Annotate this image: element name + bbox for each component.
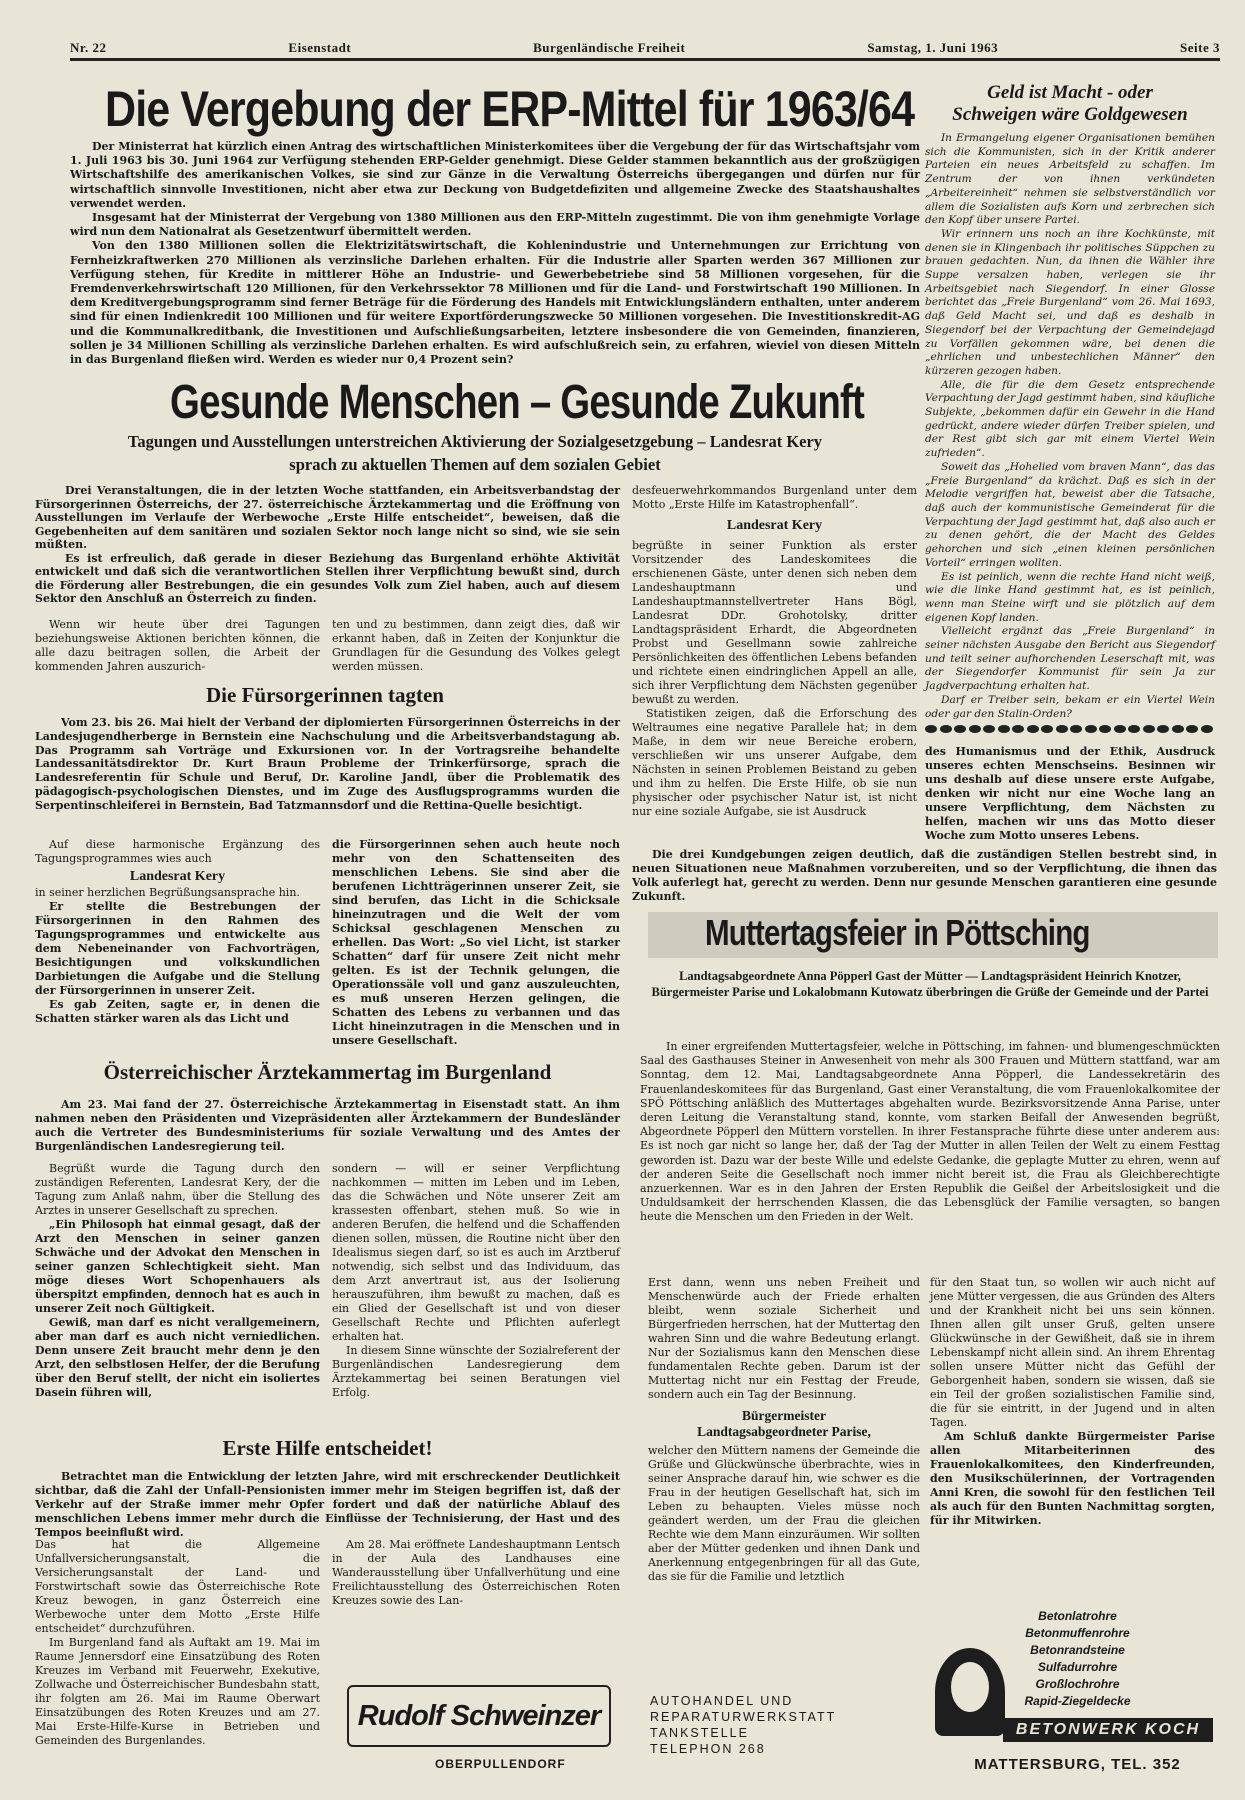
mutter-text: welcher den Müttern namens der Gemeinde die Grüße und Glückwünsche überbrachte, wies in seiner Ansprache darauf hin, wie schwer es die Frau in der heutigen Gesellschaft hat, sich im Leben zu behaupten. Vieles müsse noch geändert werden, um der Frau die gleichen Rechte wie dem Mann einzuräumen. Wir sollten aber der Mütter gedenken und ihnen Dank und Anerkennung entgegenbringen für all das Gute, das sie für die Familie und letztlich (648, 1444, 920, 1583)
header-place: Eisenstadt (288, 40, 352, 55)
hilfe-headline: Erste Hilfe entscheidet! (222, 1436, 433, 1460)
header-paper: Burgenländische Freiheit (533, 40, 686, 55)
gesund-lead-paragraph: Es ist erfreulich, daß gerade in dieser Beziehung das Burgenland erhöhte Aktivität entwickelt und daß sich die verantwortlichen Stellen ihrer Verpflichtung bewußt sind, durch die Förderung aller Bestrebungen, die ein gesundes Volk zum Ziel haben, auch auf diesem Sektor den Anschluß an Österreich zu finden. (35, 551, 620, 605)
gesund-text: desfeuerwehrkommandos Burgenland unter dem Motto „Erste Hilfe im Katastrophenfall“. (632, 484, 917, 511)
erp-headline: Die Vergebung der ERP-Mittel für 1963/64 (105, 81, 915, 137)
header-date: Samstag, 1. Juni 1963 (867, 40, 999, 55)
hilfe-text: Im Burgenland fand als Auftakt am 19. Mai im Raume Jennersdorf eine Einsatzübung des Roten Kreuzes im Verband mit Feuerwehr, Exekutive, Zollwache und Österreichischer Bundesbahn statt, ihr folgten am 26. Mai im Raume Oberwart Einsatzübungen des Roten Kreuzes und am 27. Mai Erste-Hilfe-Kurse in Betrieben und Gemeinden des Burgenlandes. (35, 1636, 320, 1747)
gesund-text: ten und zu bestimmen, dann zeigt dies, daß wir erkannt haben, daß in Zeiten der Konjunktur die Grundlagen für die Gesundung des Volkes gelegt werden müssen. (332, 618, 620, 673)
kery-subheading: Landesrat Kery (726, 518, 823, 533)
fuersorge-text: in seiner herzlichen Begrüßungsansprache hin. (35, 886, 300, 899)
fuersorge-text: die Fürsorgerinnen sehen auch heute noch mehr von den Schattenseiten des menschlichen Lebens. Sie sind aber die berufenen Lichtträgerinnen unserer Zeit, sie sind berufen, das Licht in die Schicksale hineinzutragen und die Welt der vom Schicksal geschlagenen Menschen zu erhellen. Das Wort: „So viel Licht, ist starker Schatten“ darf für unsere Zeit nicht mehr gelten. Es ist der Technik gelungen, die Operationssäle voll und ganz auszuleuchten, es muß unseren Herzen gelingen, die Schatten des Lebens zu verbannen und das Licht hineinzutragen in die Menschen und in unsere Gesellschaft. (332, 838, 620, 1047)
ad-rudolf-line: TELEPHON 268 (650, 1742, 766, 1756)
pipe-logo-icon (935, 1648, 1005, 1736)
gesund-headline: Gesunde Menschen – Gesunde Zukunft (170, 376, 864, 429)
mutter-col-b (930, 1276, 1215, 1528)
hilfe-text: Betrachtet man die Entwicklung der letzten Jahre, wird mit erschreckender Deutlichkeit sichtbar, daß die Zahl der Unfall-Pensionisten immer mehr im Steigen begriffen ist, daß der Verkehr auf der Straße immer mehr Opfer fordert und daß der natürliche Ablauf des menschlichen Lebens immer mehr durch die Einflüsse der Technisierung, der Hast und des Tempos beeinflußt wird. (35, 1470, 620, 1539)
ad-koch-brand: BETONWERK KOCH (1003, 1718, 1213, 1742)
ad-koch-item: Sulfadurrohre (1037, 1660, 1118, 1674)
mutter-text: In einer ergreifenden Muttertagsfeier, welche in Pöttsching, im fahnen- und blumengeschmückten Saal des Gasthauses Steiner in Anwesenheit von mehr als 300 Frauen und Müttern stattfand, war am Sonntag, dem 12. Mai, Landtagsabgeordnete Anna Pöpperl, die Landessekretärin des Frauenlandeskomitees für das Burgenland, Gast einer Veranstaltung, die vom Frauenlokalkomitee der SPÖ Pöttsching anläßlich des Muttertages abgehalten wurde. Bezirksvorsitzende Anna Parise, unter deren Leitung die Veranstaltung stand, konnte, vom starken Beifall der Anwesenden begrüßt, Abgeordnete Pöpperl den Müttern vorstellen. In ihrer Festansprache führte diese unter anderem aus: Es ist noch gar nicht so lange her, daß der Tag der Mutter in allen Teilen der Welt zu einem Festtag geworden ist. Dazu war der beste Wille und edelste Gedanke, die geplagte Mutter zu ehren, wenn auf der anderen Seite die Gesellschaft noch immer nicht bereit ist, die Frau als Gleichberechtigte anzuerkennen. War es in den Jahren der Ersten Republik die Geißel der Arbeitslosigkeit und die Unduldsamkeit der herrschenden Klassen, die das Lebensglück der Familie versagten, so bangen heute die Menschen um den Frieden in der Welt. (640, 1040, 1220, 1224)
erp-paragraph: Von den 1380 Millionen sollen die Elektrizitätswirtschaft, die Kohlenindustrie und Unternehmungen zur Errichtung von Fernheizkraftwerken 270 Millionen als verzinsliche Darlehen erhalten. Für die Industrie aller Sparten werden 367 Millionen zur Verfügung stehen, für Kredite in mittlerer Höhe an Industrie- und Gewerbebetriebe sind 58 Millionen vorgesehen, für die Fremdenverkehrswirtschaft 120 Millionen, für den Verkehrssektor 78 Millionen und für die Land- und Forstwirtschaft 190 Millionen. In dem Kreditvergebungsprogramm sind ferner Beträge für die Förderung des Handels mit Entwicklungsländern enthalten, unter anderem sind für einen Indienkredit 100 Millionen und für weitere Exportförderungszwecke 50 Millionen vorgesehen. Die Investitionskredit-AG und die Kommunalkreditbank, die Investitionen und Aufschließungsarbeiten, letztere insbesondere die von Gemeinden, finanzieren, sollen je 34 Millionen Schilling als verzinsliche Darlehen erhalten. Es wird aufschlußreich sein, zu erfahren, wieviel von diesen Mitteln in das Burgenland fließen wird. Werden es wieder nur 0,4 Prozent sein? (70, 239, 920, 367)
ad-koch-item: Betonrandsteine (1030, 1643, 1125, 1657)
gesund-subtitle-1: Tagungen und Ausstellungen unterstreichen Aktivierung der Sozialgesetzgebung – Landesrat Kery (127, 432, 823, 451)
issue-number: Nr. 22 (70, 40, 107, 55)
gesund-text: des Humanismus und der Ethik, Ausdruck unseres echten Menschseins. Besinnen wir uns deshalb auf diese unsere erste Aufgabe, denken wir nicht nur eine Woche lang an unsere Verpflichtung, dem Nächsten zu helfen, machen wir uns das Motto dieser Woche zum Motto unseres Lebens. (925, 745, 1215, 842)
hilfe-lead (35, 1470, 620, 1540)
gesund-text: Wenn wir heute über drei Tagungen beziehungsweise Aktionen berichten können, die alle dazu beitragen sollen, die Arbeit der kommenden Jahren auszurich- (35, 618, 320, 673)
gesund-text: Die drei Kundgebungen zeigen deutlich, daß die zuständigen Stellen bestrebt sind, in neuen Situationen neue Maßnahmen vorzubereiten, und so der Verpflichtung, die ihnen das Volk auferlegt hat, gerecht zu werden. Denn nur gesunde Menschen garantieren eine gesunde Zukunft. (632, 848, 1217, 903)
gesund-continuation (925, 745, 1215, 843)
fuersorge-col-b (332, 838, 620, 1048)
ad-rudolf-schweinzer (335, 1675, 910, 1785)
hilfe-text: Am 28. Mai eröffnete Landeshauptmann Lentsch in der Aula des Landhauses eine Wanderausstellung über Unfallverhütung und eine Freilichtausstellung des Österreichischen Roten Kreuzes sowie des Lan- (332, 1538, 620, 1607)
ad-koch-item: Betonlatrohre (1038, 1609, 1117, 1623)
mutter-text: Erst dann, wenn uns neben Freiheit und Menschenwürde auch der Friede erhalten bleibt, wenn soziale Sicherheit und Bürgerfrieden herrschen, hat der Muttertag den wahren Sinn und die wahre Bedeutung erlangt. Nur der Sozialismus kann den Menschen diese fundamentalen Rechte geben. Darum ist der Muttertag nicht nur ein Festtag der Freude, sondern auch ein Tag der Besinnung. (648, 1276, 920, 1401)
ad-rudolf-line: TANKSTELLE (650, 1726, 749, 1740)
geld-paragraph: In Ermangelung eigener Organisationen bemühen sich die Kommunisten, sich in der Kritik anderer Parteien ein neues Arbeitsfeld zu schaffen. Im Zentrum der von ihnen verkündeten „Arbeitereinheit“ nehmen sie selbstverständlich vor allem die Sozialisten aufs Korn und zerbrechen sich den Kopf über unsere Partei. (925, 132, 1215, 227)
ad-betonwerk-koch (935, 1608, 1220, 1793)
gesund-text: Statistiken zeigen, daß die Erforschung des Weltraumes eine negative Parallele hat; in dem Maße, in dem wir neue Bereiche erobern, verschließen wir uns unserer Aufgabe, dem Nächsten in seinen Problemen Beistand zu geben und ihm zu helfen. Die Erste Hilfe, ob sie nun physischer oder psychischer Natur ist, ist nicht nur eine soziale Aufgabe, sie ist Ausdruck (632, 707, 917, 818)
header-page: Seite 3 (1180, 40, 1220, 55)
gesund-col-a (35, 618, 320, 674)
aerzte-text: Begrüßt wurde die Tagung durch den zuständigen Referenten, Landesrat Kery, der die Tagung zum Anlaß nahm, über die Stellung des Arztes in unserer Gesellschaft zu sprechen. (35, 1162, 320, 1217)
fuersorge-text: Auf diese harmonische Ergänzung des Tagungsprogrammes wies auch (35, 838, 320, 865)
ad-koch-item: Betonmuffenrohre (1025, 1626, 1130, 1640)
aerzte-col-b (332, 1162, 620, 1400)
ad-rudolf-name: Rudolf Schweinzer (357, 1699, 601, 1732)
ad-rudolf-logo (347, 1685, 611, 1747)
aerzte-col-a (35, 1162, 320, 1400)
fuersorge-col-a (35, 838, 320, 1026)
page-header (70, 34, 1220, 61)
ad-koch-town: MATTERSBURG, TEL. 352 (974, 1756, 1181, 1773)
ad-rudolf-line: REPARATURWERKSTATT (650, 1710, 837, 1724)
erp-article (70, 140, 920, 367)
fuersorge-text: Es gab Zeiten, sagte er, in denen die Schatten stärker waren als das Licht und (35, 998, 320, 1025)
aerzte-headline: Österreichischer Ärztekammertag im Burgenland (103, 1060, 552, 1084)
mutter-lead (640, 1040, 1220, 1225)
gesund-lead-paragraph: Drei Veranstaltungen, die in der letzten Woche stattfanden, ein Arbeitsverbandstag der Fürsorgerinnen Österreichs, der 27. österreichische Ärztekammertag und die Eröffnung von Ausstellungen im Verlaufe der Werbewoche „Erste Hilfe entscheidet“, beweisen, daß die Gegebenheiten auf dem sanitären und sozialen Sektor noch lange nicht so sind, wie sie sein müßten. (35, 484, 620, 551)
bm-subheading-1: Bürgermeister (742, 1408, 826, 1423)
fuersorge-lead (35, 716, 620, 813)
aerzte-text: Gewiß, man darf es nicht verallgemeinern, aber man darf es auch nicht verniedlichen. Denn unsere Zeit braucht mehr denn je den Arzt, den selbstlosen Helfer, der die Berufung über den Beruf stellt, der nicht ein isoliertes Dasein führen will, (35, 1316, 320, 1399)
mutter-text: Am Schluß dankte Bürgermeister Parise allen Mitarbeiterinnen des Frauenlokalkomitees, den Kinderfreunden, den Musikschülerinnen, der Vortragenden Anni Kren, die sowohl für den festlichen Teil als auch für den Bunten Nachmittag sorgten, für ihr Mitwirken. (930, 1430, 1215, 1527)
aerzte-lead (35, 1098, 620, 1154)
dotted-divider (925, 725, 1213, 733)
mutter-text: für den Staat tun, so wollen wir auch nicht auf jene Mütter vergessen, die aus Gründen des Alters und der Krankheit nicht bei uns sein können. Ihnen allen gilt unser Gruß, gelten unsere Glückwünsche in der Gewißheit, daß sie in ihrem Lebenskampf nicht allein sind. An ihrem Ehrentag sollen unsere Mütter nicht das Gefühl der Geborgenheit haben, sondern sie wissen, daß sie ein Teil der großen sozialistischen Familie sind, die für sie eintritt, in der Jugend und in alten Tagen. (930, 1276, 1215, 1429)
geld-paragraph: Alle, die für die dem Gesetz entsprechende Verpachtung der Jagd gestimmt haben, sind käufliche Subjekte, „bekommen dafür ein Gewehr in die Hand gedrückt, andere wieder dürfen Treiber spielen, und der Rest gibt sich gar mit einem Viertel Wein zufrieden“. (925, 378, 1215, 460)
gesund-subtitle-2: sprach zu aktuellen Themen auf dem sozialen Gebiet (289, 455, 661, 474)
gesund-lead (35, 484, 620, 606)
hilfe-col-a (35, 1538, 320, 1748)
mutter-subtitle: Landtagsabgeordnete Anna Pöpperl Gast der Mütter — Landtagspräsident Heinrich Knotzer, Bürgermeister Parise und Lokalobmann Kutowatz überbringen die Grüße der Gemeinde und der Partei (651, 969, 1209, 999)
gesund-right-col (632, 484, 917, 819)
fuersorge-headline: Die Fürsorgerinnen tagten (206, 683, 444, 707)
ad-rudolf-place: OBERPULLENDORF (435, 1757, 566, 1771)
gesund-col-b (332, 618, 620, 674)
geld-title-2: Schweigen wäre Goldgewesen (952, 104, 1188, 125)
ad-rudolf-line: AUTOHANDEL UND (650, 1694, 794, 1708)
hilfe-col-b (332, 1538, 620, 1608)
geld-paragraph: Darf er Treiber sein, bekam er ein Viertel Wein oder gar den Stalin-Orden? (925, 693, 1215, 720)
aerzte-text: Am 23. Mai fand der 27. Österreichische Ärztekammertag in Eisenstadt statt. An ihm nahmen neben den Präsidenten und Vizepräsidenten aller Ärztekammern der Bundesländer auch die Vertreter des Bundesministeriums für soziale Verwaltung und des Amtes der Burgenländischen Landesregierung teil. (35, 1098, 620, 1153)
mutter-headline: Muttertagsfeier in Pöttsching (705, 912, 1090, 953)
mutter-col-a (648, 1276, 920, 1584)
ad-koch-item: Rapid-Ziegeldecke (1024, 1694, 1131, 1708)
geld-title-1: Geld ist Macht - oder (987, 82, 1153, 103)
geld-column (925, 82, 1215, 721)
bm-subheading-2: Landtagsabgeordneter Parise, (697, 1424, 871, 1439)
aerzte-text: „Ein Philosoph hat einmal gesagt, daß der Arzt den Menschen in seiner ganzen Schwäche und der Advokat den Menschen in seiner ganzen Schlechtigkeit sieht. Man möge dieses Wort Schopenhauers als überspitzt empfinden, dennoch hat es auch in unserer Zeit noch Gültigkeit. (35, 1218, 320, 1315)
geld-paragraph: Soweit das „Hohelied vom braven Mann“, das das „Freie Burgenland“ da krächzt. Daß es sich in der Melodie vergriffen hat, beweist aber die Tatsache, daß auch der kommunistische Gemeinderat für die Verpachtung der Jagd gestimmt hat, daß also auch er zu denen gehört, die der Macht des Geldes gehorchen und sich „einen kleinen persönlichen Vorteil“ erringen wollten. (925, 460, 1215, 569)
kery-subheading-2: Landesrat Kery (129, 869, 226, 884)
fuersorge-text: Vom 23. bis 26. Mai hielt der Verband der diplomierten Fürsorgerinnen Österreichs in der Landesjugendherberge in Bernstein eine Nachschulung und die Arbeitsverbandstagung ab. Das Programm sah Vorträge und Exkursionen vor. In der Vortragsreihe behandelte Landessanitätsdirektor Dr. Kurt Braun Probleme der Trinkerfürsorge, sprach die Landesreferentin für Schule und Beruf, Dr. Karoline Jandl, über die Problematik des pädagogisch-psychologischen Dienstes, und im Zuge des Ausflugsprogramms wurden die Serpentinschleiferei in Bernstein, Bad Tatzmannsdorf und die Rettina-Quelle besichtigt. (35, 716, 620, 812)
hilfe-text: Das hat die Allgemeine Unfallversicherungsanstalt, die Versicherungsanstalt der Land- und Forstwirtschaft sowie das Österreichische Rote Kreuz bewogen, in ganz Österreich eine Werbewoche unter dem Motto „Erste Hilfe entscheidet“ durchzuführen. (35, 1538, 320, 1635)
geld-paragraph: Es ist peinlich, wenn die rechte Hand nicht weiß, wie die linke Hand gestimmt hat, es ist peinlich, wenn man Steine wirft und sie plötzlich auf dem eigenen Kopf landen. (925, 570, 1215, 624)
ad-rudolf-details (650, 1693, 836, 1757)
erp-paragraph: Insgesamt hat der Ministerrat der Vergebung von 1380 Millionen aus den ERP-Mitteln zugestimmt. Die von ihm genehmigte Vorlage wird nun dem Nationalrat als Gesetzentwurf übermittelt werden. (70, 211, 920, 239)
erp-paragraph: Der Ministerrat hat kürzlich einen Antrag des wirtschaftlichen Ministerkomitees über die Vergebung der für das Wirtschaftsjahr vom 1. Juli 1963 bis 30. Juni 1964 zur Verfügung stehenden ERP-Gelder genehmigt. Diese Gelder stammen bekanntlich aus der großzügigen Wirtschaftshilfe des amerikanischen Volkes, sie sind zur Gänze in die Verwaltung Österreichs übergegangen und dürfen nur für wirtschaftlich sinnvolle Investitionen, nicht aber etwa zur Deckung von Budgetdefiziten und allgemeine Zwecke des Staatshaushaltes verwendet werden. (70, 140, 920, 210)
aerzte-text: In diesem Sinne wünschte der Sozialreferent der Burgenländischen Landesregierung dem Ärztekammertag bei seinen Beratungen viel Erfolg. (332, 1344, 620, 1399)
geld-paragraph: Wir erinnern uns noch an ihre Kochkünste, mit denen sie in Klingenbach ihr politisches Süppchen zu brauen gedachten. Nun, da ihnen die Wähler ihre Suppe versalzen haben, verlegen sie ihr Arbeitsgebiet nach Siegendorf. In einer Glosse berichtet das „Freie Burgenland“ vom 26. Mai 1693, daß Geld Macht sei, und daß es deshalb in Siegendorf bei der Verpachtung der Gemeindejagd zu Vorfällen gekommen wäre, bei denen die „ehrlichen und unbestechlichen Männer“ den kürzeren gezogen haben. (925, 227, 1215, 377)
geld-paragraph: Vielleicht ergänzt das „Freie Burgenland“ in seiner nächsten Ausgabe den Bericht aus Siegendorf und teilt seiner aufhorchenden Leserschaft mit, was der Siegendorfer Kommunist für sein Ja zur Jagdverpachtung erhalten hat. (925, 625, 1215, 693)
aerzte-text: sondern — will er seiner Verpflichtung nachkommen — mitten im Leben und im Leben, das die Schwächen und Nöte unserer Zeit am krassesten offenbart, stehen muß. So wie in anderen Berufen, die helfend und die Schaffenden dienen sollen, müssen, die Routine nicht über den Idealismus siegen darf, so ist es auch im Arztberuf notwendig, sich selbst und das Individuum, das dem Arzt anvertraut ist, aus der Isolierung herauszuführen, ihm bewußt zu machen, daß es ein Glied der Gesellschaft ist und von dieser Gesellschaft Rechte und Pflichten auferlegt erhalten hat. (332, 1162, 620, 1343)
fuersorge-text: Er stellte die Bestrebungen der Fürsorgerinnen in den Rahmen des Tagungsprogrammes und entwickelte aus dem Nebeneinander von Fachvorträgen, Besichtigungen und volkskundlichen Darbietungen die Aufgabe und die Stellung der Fürsorgerinnen in unserer Zeit. (35, 900, 320, 997)
gesund-text: begrüßte in seiner Funktion als erster Vorsitzender des Landeskomitees die erschienenen Gäste, unter denen sich neben dem Landeshauptmann und Landeshauptmannstellvertreter Hans Bögl, Landesrat DDr. Grohotolsky, dritter Landtagspräsident Erhardt, die Abgeordneten Probst und Gesellmann sowie zahlreiche Persönlichkeiten des öffentlichen Lebens befanden und richtete einen eindringlichen Appell an alle, sich ihrer Verpflichtung dem Nächsten gegenüber bewußt zu werden. (632, 539, 917, 706)
gesund-wide (632, 848, 1217, 904)
ad-koch-item: Großlochrohre (1035, 1677, 1120, 1691)
